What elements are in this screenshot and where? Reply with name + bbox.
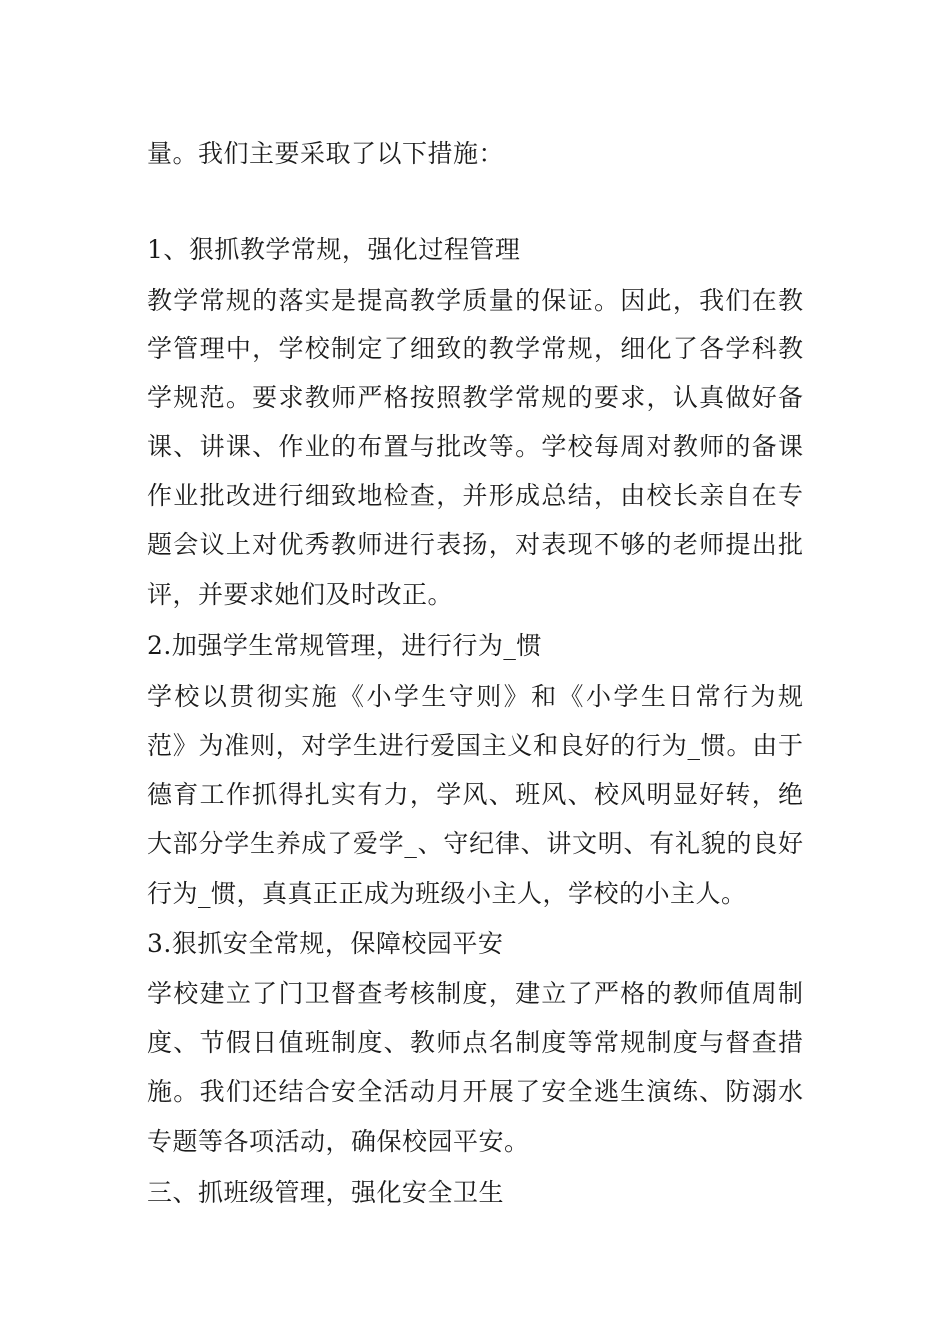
paragraph-line: 学校以贯彻实施《小学生守则》和《小学生日常行为规	[147, 682, 803, 711]
paragraph-line: 题会议上对优秀教师进行表扬，对表现不够的老师提出批	[147, 530, 803, 559]
paragraph-line-last: 行为_惯，真真正正成为班级小主人，学校的小主人。	[147, 879, 747, 908]
paragraph-line: 范》为准则，对学生进行爱国主义和良好的行为_惯。由于	[147, 731, 803, 760]
paragraph-line: 教学常规的落实是提高教学质量的保证。因此，我们在教	[147, 286, 803, 315]
paragraph-line-last: 专题等各项活动，确保校园平安。	[147, 1127, 530, 1156]
paragraph-line: 德育工作抓得扎实有力，学风、班风、校风明显好转，绝	[147, 780, 803, 809]
paragraph-line: 学校建立了门卫督查考核制度，建立了严格的教师值周制	[147, 979, 803, 1008]
paragraph-line-last: 评，并要求她们及时改正。	[147, 580, 454, 609]
section-heading-major: 三、抓班级管理，强化安全卫生	[147, 1178, 505, 1207]
paragraph-line: 学管理中，学校制定了细致的教学常规，细化了各学科教	[147, 334, 803, 363]
paragraph-line: 度、节假日值班制度、教师点名制度等常规制度与督查措	[147, 1028, 803, 1057]
paragraph-line: 施。我们还结合安全活动月开展了安全逃生演练、防溺水	[147, 1077, 803, 1106]
section-heading-1: 1、狠抓教学常规，强化过程管理	[147, 235, 521, 264]
section-heading-3: 3.狠抓安全常规，保障校园平安	[147, 929, 504, 958]
paragraph-line: 学规范。要求教师严格按照教学常规的要求，认真做好备	[147, 383, 803, 412]
paragraph-line: 课、讲课、作业的布置与批改等。学校每周对教师的备课	[147, 432, 803, 461]
paragraph-line-continuation: 量。我们主要采取了以下措施：	[147, 139, 505, 168]
paragraph-line: 作业批改进行细致地检查，并形成总结，由校长亲自在专	[147, 481, 803, 510]
section-heading-2: 2.加强学生常规管理，进行行为_惯	[147, 631, 542, 660]
paragraph-line: 大部分学生养成了爱学_、守纪律、讲文明、有礼貌的良好	[147, 829, 803, 858]
